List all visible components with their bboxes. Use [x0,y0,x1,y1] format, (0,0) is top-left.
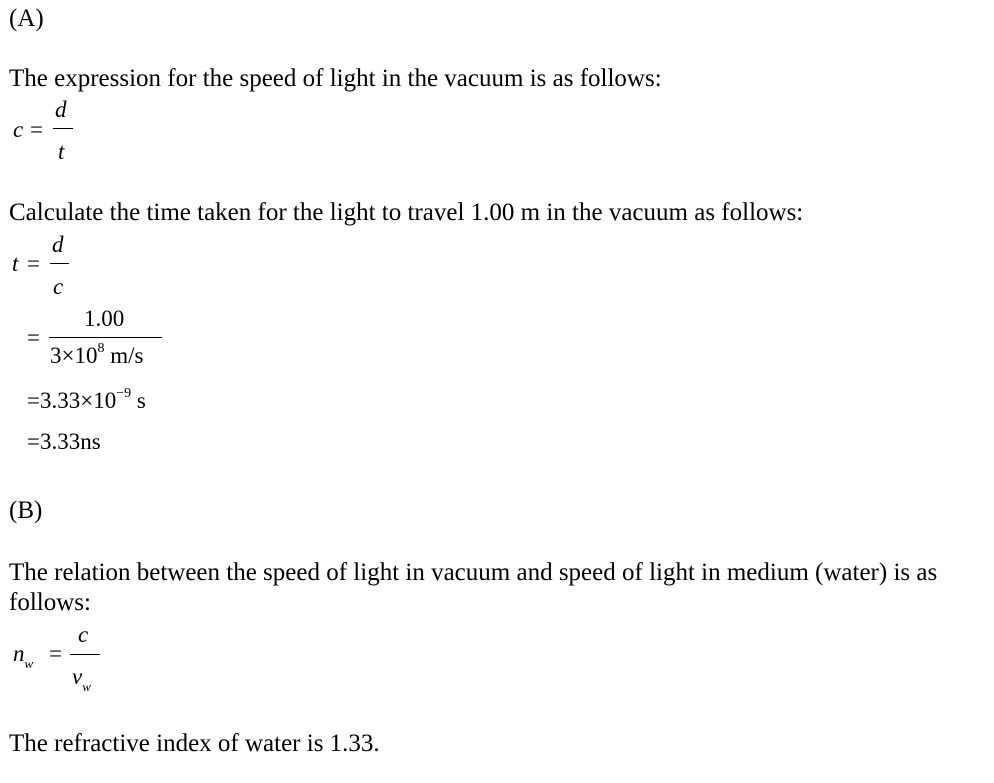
eq3-lhs [13,641,33,670]
time-calculation-intro: Calculate the time taken for the light to travel 1.00 m in the vacuum as follows: [9,199,804,226]
part-b-label: (B) [9,497,43,524]
step2-value: =3.33×10 [27,388,117,413]
step1-den-base: 3×10 [50,343,98,368]
step1-den-exponent: 8 [97,341,105,356]
refractive-index-conclusion: The refractive index of water is 1.33. [9,730,380,757]
eq1-numerator: d [55,97,67,122]
step2-unit: s [136,388,146,413]
eq1-lhs: c [13,117,24,142]
part-a-label: (A) [9,5,44,32]
speed-expression-intro: The expression for the speed of light in the vacuum is as follows: [9,65,662,92]
eq3-den-base: v [72,664,83,689]
eq1-equals: = [30,117,43,142]
eq2-numerator: d [52,232,64,257]
relation-intro: The relation between the speed of light in vacuum and speed of light in medium (water) is as follows: [9,559,938,616]
eq2-fraction-bar [50,263,69,264]
step1-equals: = [27,325,40,350]
step2 [27,388,146,418]
eq3-numerator: c [78,622,89,647]
eq2-denominator: c [53,274,64,299]
eq1-fraction-bar [53,128,73,129]
eq3-fraction-bar [70,654,100,655]
eq1-denominator: t [58,139,65,164]
step1-denominator [50,343,143,373]
step1-numerator: 1.00 [84,306,125,331]
eq3-equals: = [49,641,62,666]
eq2-lhs: t [12,251,19,276]
step2-exponent: −9 [116,386,132,401]
eq3-lhs-base: n [13,641,25,666]
step1-fraction-bar [49,337,162,338]
step1-den-unit: m/s [110,343,144,368]
step3: =3.33ns [27,429,101,454]
eq2-equals: = [27,251,40,276]
eq3-den-subscript: w [82,679,91,694]
eq3-lhs-subscript: w [24,656,34,671]
eq3-denominator [72,664,91,693]
